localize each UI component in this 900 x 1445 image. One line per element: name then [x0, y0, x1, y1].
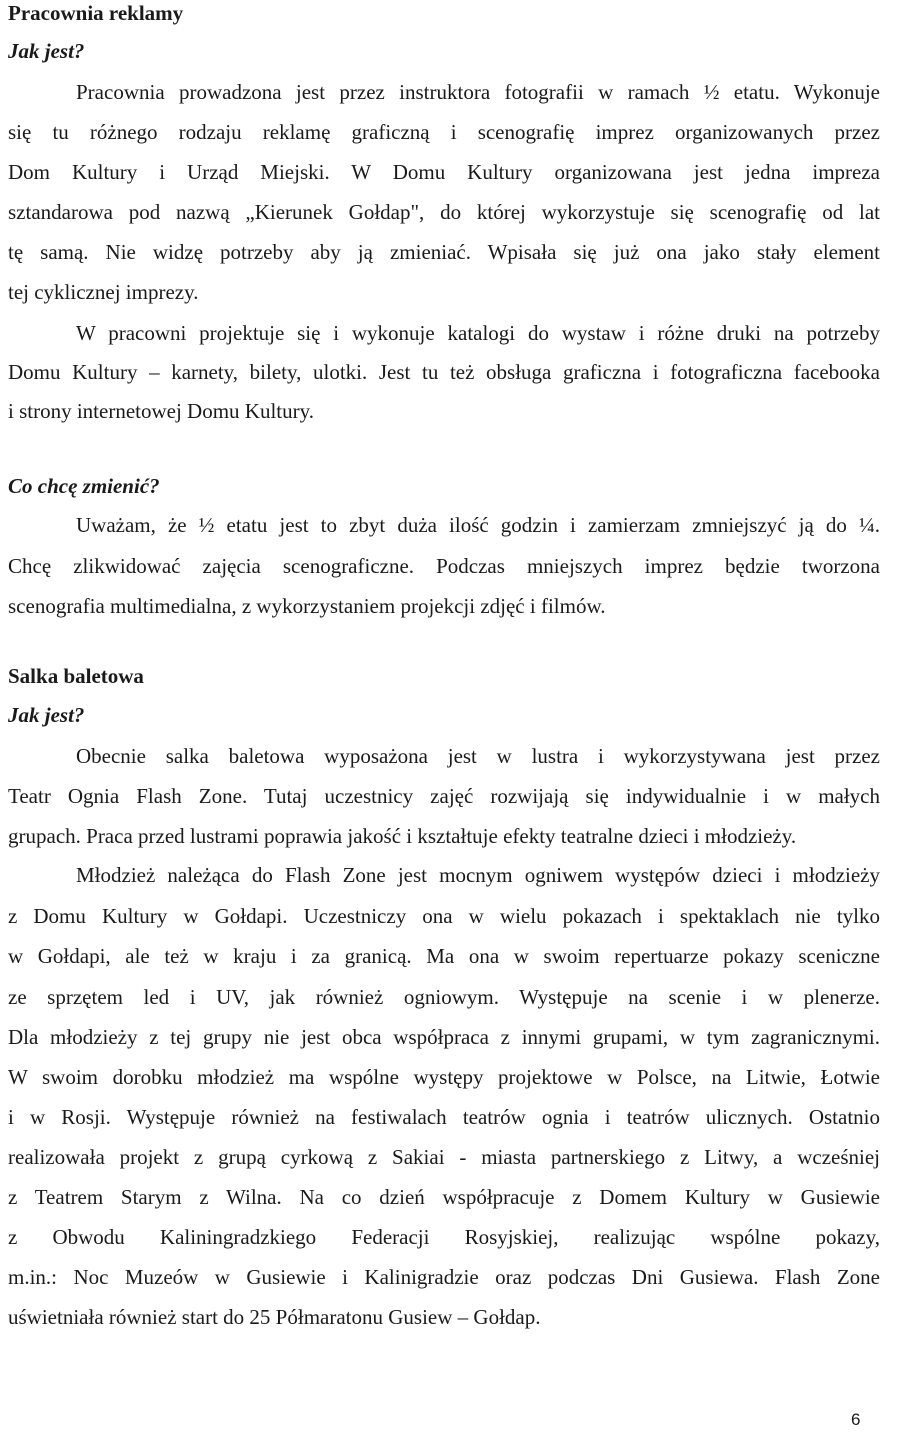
paragraph-line: z Domu Kultury w Gołdapi. Uczestniczy ona w wielu pokazach i spektaklach nie tylko	[8, 904, 880, 928]
paragraph-line: Teatr Ognia Flash Zone. Tutaj uczestnicy zajęć rozwijają się indywidualnie i w małych	[8, 784, 880, 808]
paragraph-line: Chcę zlikwidować zajęcia scenograficzne. Podczas mniejszych imprez będzie tworzona	[8, 554, 880, 578]
paragraph-line: się tu różnego rodzaju reklamę graficzną i scenografię imprez organizowanych przez	[8, 120, 880, 144]
paragraph-line: z Obwodu Kaliningradzkiego Federacji Rosyjskiej, realizując wspólne pokazy,	[8, 1225, 880, 1249]
paragraph-line: ze sprzętem led i UV, jak również ogniowym. Występuje na scenie i w plenerze.	[8, 985, 880, 1009]
paragraph-line: Uważam, że ½ etatu jest to zbyt duża ilość godzin i zamierzam zmniejszyć ją do ¼.	[76, 513, 880, 537]
subheading-co-chce-zmienic: Co chcę zmienić?	[8, 474, 160, 498]
paragraph-line: realizowała projekt z grupą cyrkową z Sakiai - miasta partnerskiego z Litwy, a wcześniej	[8, 1145, 880, 1169]
paragraph-line: Dla młodzieży z tej grupy nie jest obca współpraca z innymi grupami, w tym zagranicznymi.	[8, 1025, 880, 1049]
page-number: 6	[851, 1410, 861, 1429]
paragraph-line: tę samą. Nie widzę potrzeby aby ją zmieniać. Wpisała się już ona jako stały element	[8, 240, 880, 264]
paragraph-line: m.in.: Noc Muzeów w Gusiewie i Kalinigradzie oraz podczas Dni Gusiewa. Flash Zone	[8, 1265, 880, 1289]
paragraph-line: Domu Kultury – karnety, bilety, ulotki. Jest tu też obsługa graficzna i fotograficzna facebooka	[8, 360, 880, 384]
paragraph-line: grupach. Praca przed lustrami poprawia jakość i kształtuje efekty teatralne dzieci i młodzieży.	[8, 824, 797, 848]
subheading-jak-jest: Jak jest?	[8, 703, 85, 727]
paragraph-line: z Teatrem Starym z Wilna. Na co dzień współpracuje z Domem Kultury w Gusiewie	[8, 1185, 880, 1209]
subheading-jak-jest: Jak jest?	[8, 39, 85, 63]
section-heading-salka-baletowa: Salka baletowa	[8, 664, 144, 688]
paragraph-line: i w Rosji. Występuje również na festiwalach teatrów ognia i teatrów ulicznych. Ostatnio	[8, 1105, 880, 1129]
paragraph-line: W swoim dorobku młodzież ma wspólne występy projektowe w Polsce, na Litwie, Łotwie	[8, 1065, 880, 1089]
paragraph-line: w Gołdapi, ale też w kraju i za granicą. Ma ona w swoim repertuarze pokazy sceniczne	[8, 944, 880, 968]
paragraph-line: i strony internetowej Domu Kultury.	[8, 399, 315, 423]
paragraph-line: Dom Kultury i Urząd Miejski. W Domu Kultury organizowana jest jedna impreza	[8, 160, 880, 184]
paragraph-line: tej cyklicznej imprezy.	[8, 280, 199, 304]
paragraph-line: Obecnie salka baletowa wyposażona jest w lustra i wykorzystywana jest przez	[76, 744, 880, 768]
paragraph-line: W pracowni projektuje się i wykonuje katalogi do wystaw i różne druki na potrzeby	[76, 321, 880, 345]
section-heading-pracownia-reklamy: Pracownia reklamy	[8, 1, 184, 25]
paragraph-line: Młodzież należąca do Flash Zone jest mocnym ogniwem występów dzieci i młodzieży	[76, 863, 880, 887]
paragraph-line: uświetniała również start do 25 Półmaratonu Gusiew – Gołdap.	[8, 1305, 541, 1329]
paragraph-line: sztandarowa pod nazwą „Kierunek Gołdap", do której wykorzystuje się scenografię od lat	[8, 200, 880, 224]
paragraph-line: Pracownia prowadzona jest przez instruktora fotografii w ramach ½ etatu. Wykonuje	[76, 80, 880, 104]
paragraph-line: scenografia multimedialna, z wykorzystaniem projekcji zdjęć i filmów.	[8, 594, 606, 618]
